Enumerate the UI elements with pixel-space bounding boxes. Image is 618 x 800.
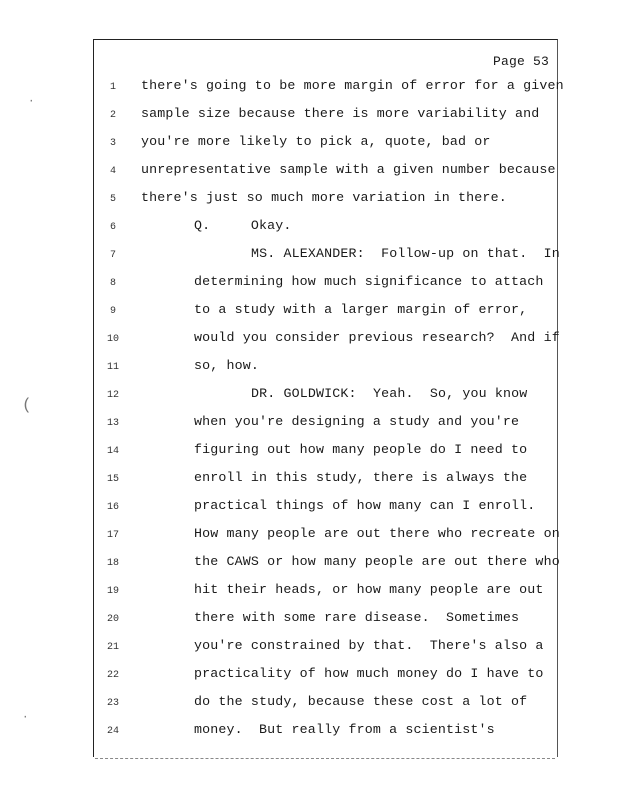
line-number: 24: [106, 726, 119, 737]
transcript-line: [94, 358, 557, 378]
line-text: enroll in this study, there is always the: [194, 470, 528, 485]
scan-speck: ·: [22, 712, 29, 724]
transcript-line: [94, 694, 557, 714]
line-text: money. But really from a scientist's: [194, 722, 495, 737]
line-number: 12: [106, 390, 119, 401]
line-number: 13: [106, 418, 119, 429]
line-number: 11: [106, 362, 119, 373]
line-number: 15: [106, 474, 119, 485]
line-number: 22: [106, 670, 119, 681]
line-number: 2: [109, 110, 116, 121]
line-number: 3: [109, 138, 116, 149]
line-text: How many people are out there who recreate on: [194, 526, 560, 541]
line-text: determining how much significance to attach: [194, 274, 544, 289]
transcript-line: [94, 526, 560, 546]
line-text: you're more likely to pick a, quote, bad or: [141, 134, 491, 149]
page-number: Page 53: [492, 54, 549, 69]
line-number: 1: [109, 82, 116, 93]
line-text: sample size because there is more variability and: [141, 106, 540, 121]
transcript-line: [94, 470, 557, 490]
line-text: practicality of how much money do I have to: [194, 666, 544, 681]
line-number: 18: [106, 558, 119, 569]
line-number: 4: [109, 166, 116, 177]
line-text: figuring out how many people do I need to: [194, 442, 528, 457]
transcript-line: [94, 162, 557, 182]
line-number: 6: [109, 222, 116, 233]
transcript-line: [94, 498, 557, 518]
line-text: unrepresentative sample with a given number because: [141, 162, 556, 177]
line-text: you're constrained by that. There's also a: [194, 638, 544, 653]
line-number: 23: [106, 698, 119, 709]
transcript-line: [94, 442, 557, 462]
line-number: 16: [106, 502, 119, 513]
line-number: 7: [109, 250, 116, 261]
transcript-line: [94, 582, 557, 602]
transcript-line: [94, 190, 557, 210]
line-text: there's just so much more variation in there.: [141, 190, 507, 205]
line-text: hit their heads, or how many people are out: [194, 582, 544, 597]
line-text: there's going to be more margin of error for a given: [141, 78, 564, 93]
transcript-line: [94, 134, 557, 154]
line-text: MS. ALEXANDER: Follow-up on that. In: [251, 246, 560, 261]
transcript-lines: [94, 40, 564, 757]
page-bottom-edge: [95, 758, 555, 759]
line-number: 20: [106, 614, 119, 625]
line-number: 14: [106, 446, 119, 457]
transcript-line: [94, 554, 560, 574]
transcript-line: [94, 722, 557, 742]
line-text: practical things of how many can I enroll.: [194, 498, 536, 513]
line-number: 19: [106, 586, 119, 597]
line-text: so, how.: [194, 358, 260, 373]
line-number: 17: [106, 530, 119, 541]
line-text: Q. Okay.: [194, 218, 292, 233]
transcript-line: [94, 386, 557, 406]
line-number: 10: [106, 334, 119, 345]
line-text: to a study with a larger margin of error,: [194, 302, 528, 317]
transcript-line: [94, 414, 557, 434]
transcript-line: [94, 78, 564, 98]
line-text: would you consider previous research? And if: [194, 330, 560, 345]
punch-hole-mark: (: [22, 396, 32, 414]
line-text: the CAWS or how many people are out there who: [194, 554, 560, 569]
transcript-line: [94, 246, 560, 266]
line-number: 21: [106, 642, 119, 653]
line-text: there with some rare disease. Sometimes: [194, 610, 520, 625]
line-text: do the study, because these cost a lot of: [194, 694, 528, 709]
transcript-line: [94, 638, 557, 658]
transcript-line: [94, 218, 557, 238]
transcript-line: [94, 330, 560, 350]
line-number: 5: [109, 194, 116, 205]
transcript-line: [94, 106, 557, 126]
transcript-line: [94, 666, 557, 686]
transcript-line: [94, 302, 557, 322]
line-number: 9: [109, 306, 116, 317]
line-text: DR. GOLDWICK: Yeah. So, you know: [251, 386, 528, 401]
line-number: 8: [109, 278, 116, 289]
transcript-line: [94, 610, 557, 630]
transcript-page: [93, 39, 564, 757]
scan-speck: ·: [28, 96, 35, 108]
transcript-line: [94, 274, 557, 294]
line-text: when you're designing a study and you're: [194, 414, 520, 429]
